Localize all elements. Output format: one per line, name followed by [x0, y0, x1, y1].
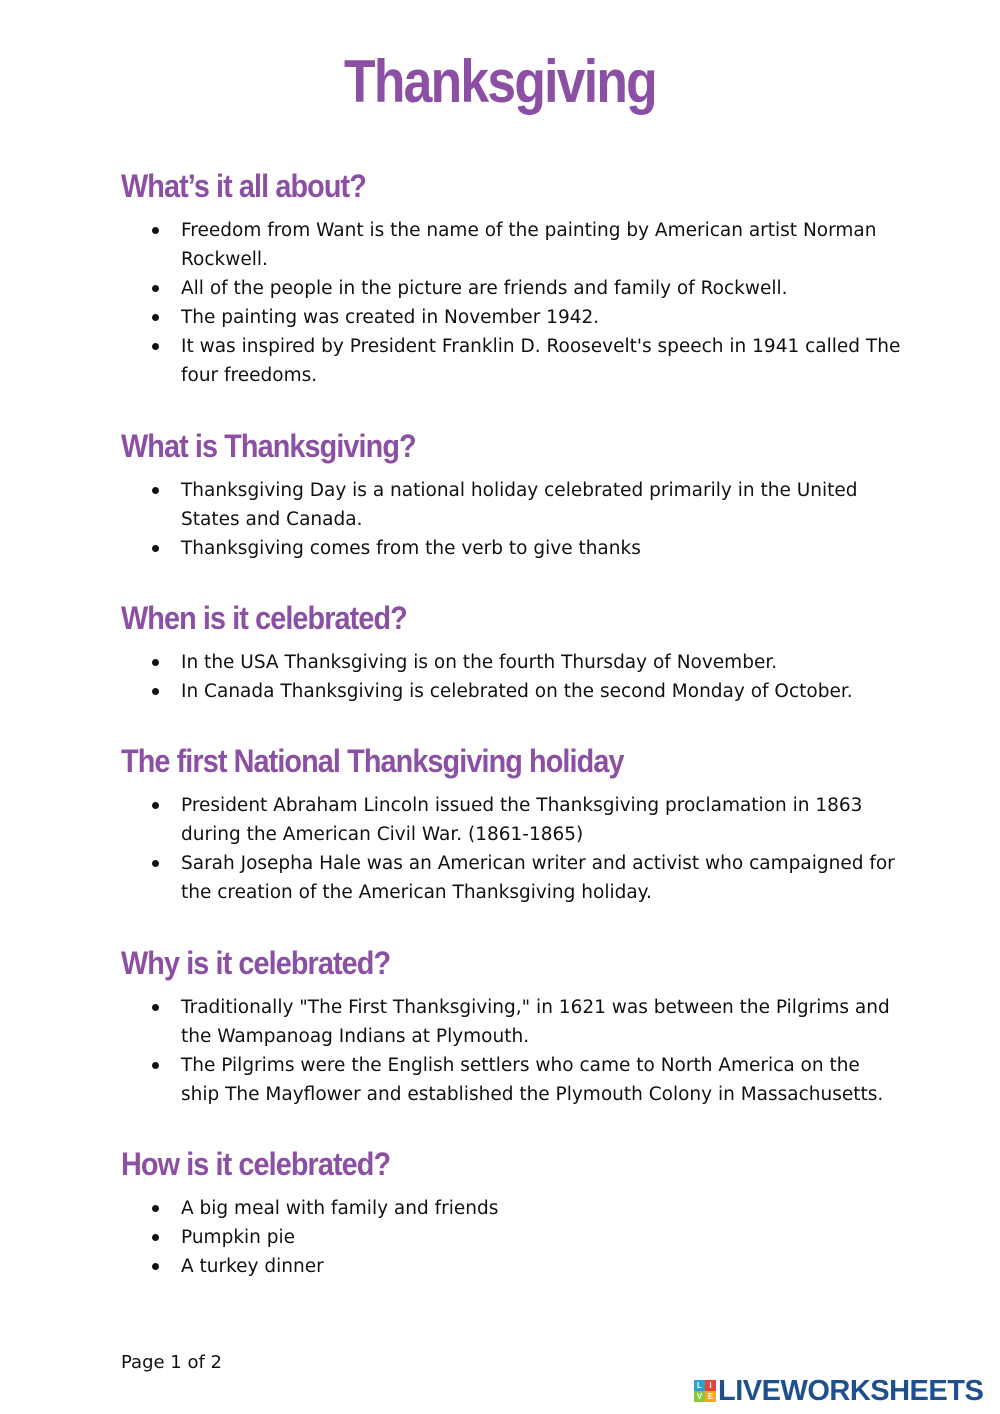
logo-tile: E	[705, 1391, 716, 1402]
list-item-text: Thanksgiving Day is a national holiday celebrated primarily in the United States and Canada.	[181, 480, 858, 530]
bullet-dot-icon	[152, 343, 159, 350]
bullet-list	[121, 648, 901, 706]
list-item	[121, 1051, 901, 1109]
list-item	[121, 1194, 901, 1223]
list-item-text: In the USA Thanksgiving is on the fourth Thursday of November.	[181, 652, 778, 673]
bullet-list	[121, 1194, 901, 1281]
section-what-is-thanksgiving	[121, 426, 901, 563]
section-heading: The first National Thanksgiving holiday	[121, 743, 624, 779]
section-whats-it-all-about	[121, 166, 901, 390]
bullet-dot-icon	[152, 1205, 159, 1212]
bullet-list	[121, 993, 901, 1109]
list-item-text: Thanksgiving comes from the verb to give thanks	[181, 538, 641, 559]
list-item-text: A big meal with family and friends	[181, 1198, 499, 1219]
bullet-dot-icon	[152, 227, 159, 234]
list-item-text: It was inspired by President Franklin D. Roosevelt's speech in 1941 called The four freedoms.	[181, 336, 901, 386]
bullet-dot-icon	[152, 688, 159, 695]
list-item-text: The painting was created in November 1942.	[181, 307, 600, 328]
section-how-is-it-celebrated	[121, 1144, 901, 1281]
list-item	[121, 476, 901, 534]
list-item	[121, 993, 901, 1051]
list-item-text: In Canada Thanksgiving is celebrated on the second Monday of October.	[181, 681, 853, 702]
section-heading: What is Thanksgiving?	[121, 428, 416, 464]
section-when-is-it-celebrated	[121, 598, 901, 706]
bullet-dot-icon	[152, 860, 159, 867]
bullet-dot-icon	[152, 285, 159, 292]
bullet-list	[121, 476, 901, 563]
bullet-dot-icon	[152, 1062, 159, 1069]
section-heading: How is it celebrated?	[121, 1146, 391, 1182]
section-heading: Why is it celebrated?	[121, 945, 391, 981]
list-item-text: All of the people in the picture are friends and family of Rockwell.	[181, 278, 788, 299]
logo-tile: I	[705, 1380, 716, 1391]
list-item	[121, 303, 901, 332]
list-item	[121, 648, 901, 677]
list-item	[121, 534, 901, 563]
bullet-list	[121, 216, 901, 390]
logo-tile: L	[694, 1380, 705, 1391]
bullet-dot-icon	[152, 1234, 159, 1241]
bullet-dot-icon	[152, 487, 159, 494]
page-number: Page 1 of 2	[121, 1352, 222, 1373]
list-item-text: Sarah Josepha Hale was an American writer and activist who campaigned for the creation of the American Thanksgiving holiday.	[181, 853, 895, 903]
section-first-national-holiday	[121, 741, 901, 907]
list-item-text: A turkey dinner	[181, 1256, 324, 1277]
liveworksheets-logo-icon	[694, 1380, 716, 1402]
brand-name: LIVEWORKSHEETS	[718, 1375, 984, 1407]
list-item	[121, 274, 901, 303]
list-item-text: Traditionally "The First Thanksgiving," in 1621 was between the Pilgrims and the Wampanoag Indians at Plymouth.	[181, 997, 890, 1047]
bullet-dot-icon	[152, 314, 159, 321]
list-item	[121, 1252, 901, 1281]
list-item	[121, 332, 901, 390]
list-item-text: Freedom from Want is the name of the painting by American artist Norman Rockwell.	[181, 220, 877, 270]
bullet-dot-icon	[152, 802, 159, 809]
list-item	[121, 677, 901, 706]
section-why-is-it-celebrated	[121, 943, 901, 1109]
bullet-dot-icon	[152, 1263, 159, 1270]
logo-tile: V	[694, 1391, 705, 1402]
liveworksheets-brand	[694, 1376, 983, 1406]
bullet-dot-icon	[152, 1004, 159, 1011]
list-item	[121, 1223, 901, 1252]
section-heading: What’s it all about?	[121, 168, 366, 204]
list-item-text: The Pilgrims were the English settlers who came to North America on the ship The Mayflower and established the Plymouth Colony in Massachusetts.	[181, 1055, 884, 1105]
list-item	[121, 849, 901, 907]
list-item-text: President Abraham Lincoln issued the Thanksgiving proclamation in 1863 during the American Civil War. (1861-1865)	[181, 795, 863, 845]
bullet-dot-icon	[152, 659, 159, 666]
list-item-text: Pumpkin pie	[181, 1227, 296, 1248]
bullet-list	[121, 791, 901, 907]
page-title: Thanksgiving	[344, 48, 656, 115]
list-item	[121, 791, 901, 849]
section-heading: When is it celebrated?	[121, 600, 407, 636]
list-item	[121, 216, 901, 274]
bullet-dot-icon	[152, 545, 159, 552]
